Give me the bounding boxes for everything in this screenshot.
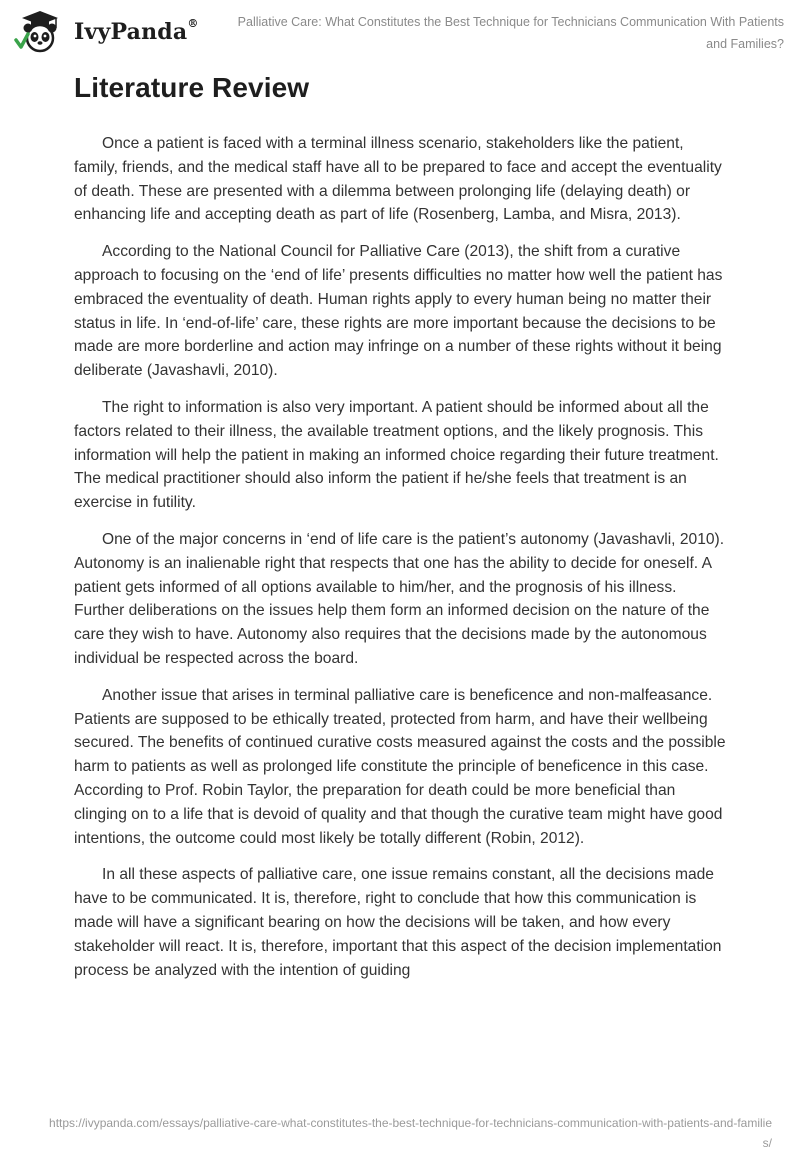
paragraph: The right to information is also very important. A patient should be informed about all the factors related to their illness, the available treatment options, and the likely prognosis. This information will help the patient in making an informed choice regarding their future treatment. The medical practitioner should also inform the patient if he/she feels that treatment is an exercise in futility. [74,398,719,512]
source-url[interactable]: https://ivypanda.com/essays/palliative-care-what-constitutes-the-best-technique-for-technicians-communication-with-patients-and-families/ [49,1116,772,1150]
section-heading: Literature Review [74,72,310,103]
paragraph: One of the major concerns in ‘end of life care is the patient’s autonomy (Javashavli, 2010). Autonomy is an inalienable right that respects that one has the ability to decide for oneself. A patient gets informed of all options available to him/her, and the prognosis of his illness. Further deliberations on the issues help them form an informed decision on the nature of the care they wish to have. Autonomy also requires that the decisions made by the autonomous individual be respected across the board. [74,530,725,667]
article-body [74,132,728,995]
brand-name: IvyPanda® [74,17,199,45]
panda-graduate-icon [14,10,66,54]
page-header [0,0,800,64]
document-title: Palliative Care: What Constitutes the Best Technique for Technicians Communication With Patients and Families? [237,15,784,51]
paragraph: Another issue that arises in terminal palliative care is beneficence and non-malfeasance. Patients are supposed to be ethically treated, protected from harm, and have their wellbeing secured. The benefits of continued curative costs measured against the costs and the possible harm to patients as well as prolonged life constitute the principle of beneficence in this case. According to Prof. Robin Taylor, the preparation for death could be more beneficial than clinging on to a life that is devoid of quality and that though the curative team might have good intentions, the outcome could most likely be totally different (Robin, 2012). [74,686,726,847]
brand-logo[interactable] [14,10,199,54]
paragraph: According to the National Council for Palliative Care (2013), the shift from a curative approach to focusing on the ‘end of life’ presents difficulties no matter how well the patient has embraced the eventuality of death. Human rights apply to every human being no matter their status in life. In ‘end-of-life’ care, these rights are more important because the decisions to be made are more borderline and action may infringe on a number of these rights without it being deliberate (Javashavli, 2010). [74,243,723,380]
paragraph: Once a patient is faced with a terminal illness scenario, stakeholders like the patient, family, friends, and the medical staff have all to be prepared to face and accept the eventuality of death. These are presented with a dilemma between prolonging life (delaying death) or enhancing life and accepting death as part of life (Rosenberg, Lamba, and Misra, 2013). [74,135,722,224]
paragraph: In all these aspects of palliative care, one issue remains constant, all the decisions made have to be communicated. It is, therefore, right to conclude that how this communication is made will have a significant bearing on how the decisions will be taken, and how every stakeholder will react. It is, therefore, important that this aspect of the decision implementation process be analyzed with the intention of guiding [74,866,722,979]
